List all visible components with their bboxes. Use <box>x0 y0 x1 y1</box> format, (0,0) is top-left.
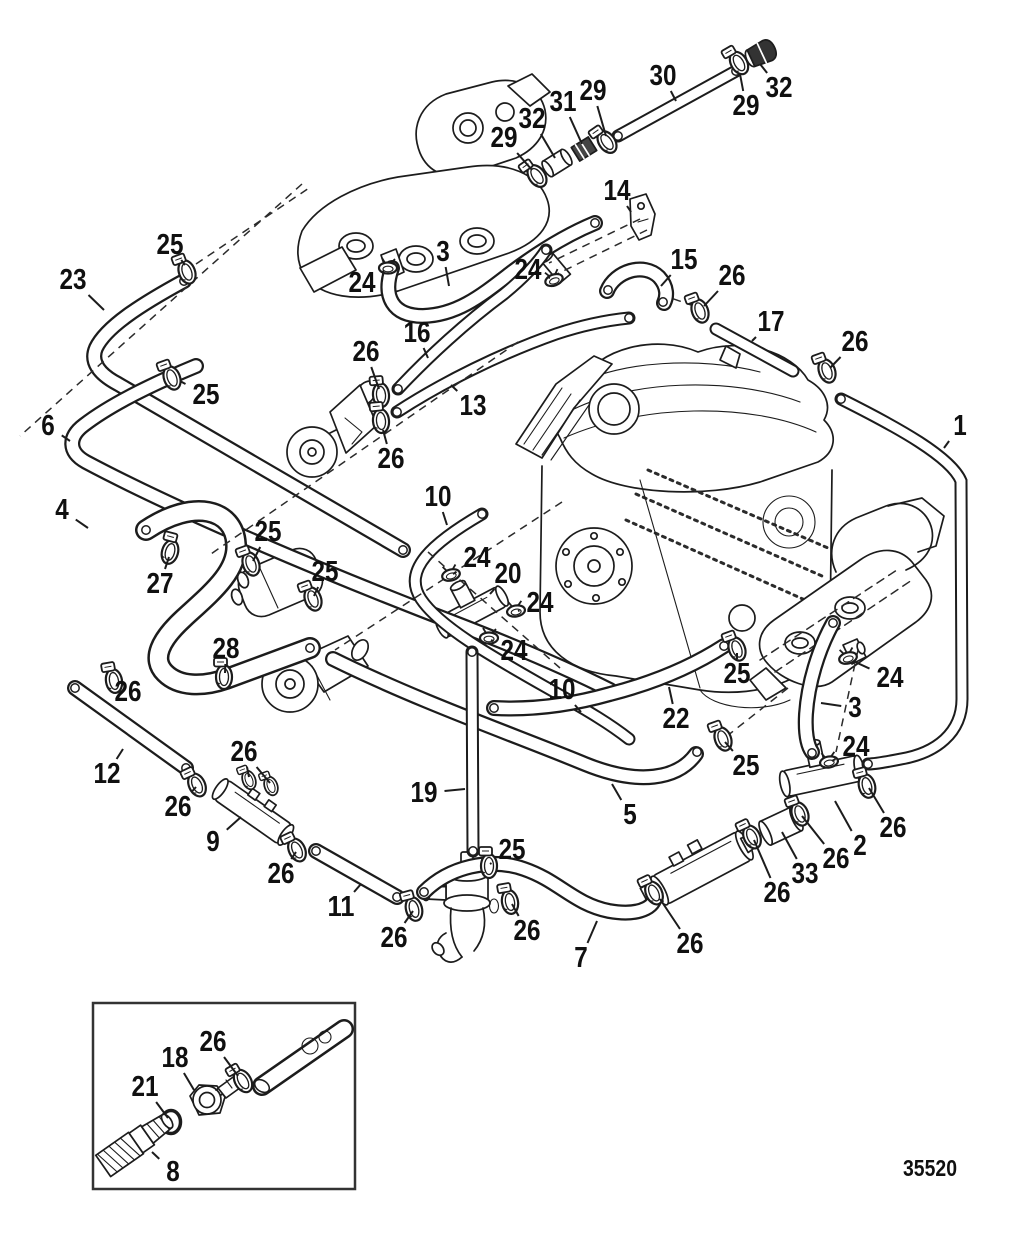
callout-26: 26 <box>841 326 869 358</box>
callout-6: 6 <box>41 410 55 442</box>
hose-15 <box>607 270 666 303</box>
bracket-14 <box>630 194 655 240</box>
callout-26: 26 <box>377 443 405 475</box>
worm-clamp <box>479 847 497 878</box>
callout-5: 5 <box>623 799 637 831</box>
callout-29: 29 <box>732 90 760 122</box>
callout-33: 33 <box>791 858 819 890</box>
callout-27: 27 <box>146 568 174 600</box>
callout-25: 25 <box>723 658 751 690</box>
callout-9: 9 <box>206 826 220 858</box>
callout-17: 17 <box>757 306 785 338</box>
callout-25: 25 <box>732 750 760 782</box>
callout-28: 28 <box>212 633 240 665</box>
callout-32: 32 <box>518 103 546 135</box>
callout-24: 24 <box>500 635 528 667</box>
tube-30 <box>618 71 736 136</box>
callout-25: 25 <box>311 556 339 588</box>
callout-26: 26 <box>199 1026 227 1058</box>
callout-22: 22 <box>662 703 690 735</box>
worm-clamp <box>684 290 712 325</box>
callout-4: 4 <box>55 494 69 526</box>
callout-26: 26 <box>164 791 192 823</box>
callout-24: 24 <box>463 542 491 574</box>
callout-12: 12 <box>93 758 121 790</box>
callout-25: 25 <box>156 229 184 261</box>
hose-19 <box>472 652 473 851</box>
callout-26: 26 <box>513 915 541 947</box>
callout-24: 24 <box>514 254 542 286</box>
callout-25: 25 <box>192 379 220 411</box>
callout-24: 24 <box>348 267 376 299</box>
callout-21: 21 <box>131 1071 159 1103</box>
callout-13: 13 <box>459 390 487 422</box>
callout-20: 20 <box>494 558 522 590</box>
callout-1: 1 <box>953 410 967 442</box>
callout-26: 26 <box>380 922 408 954</box>
fitting-31 <box>571 137 596 161</box>
callout-26: 26 <box>718 260 746 292</box>
callout-25: 25 <box>498 834 526 866</box>
callout-15: 15 <box>670 244 698 276</box>
callout-31: 31 <box>549 86 577 118</box>
circulating-pump <box>287 377 381 477</box>
worm-clamp <box>811 350 839 385</box>
worm-clamp <box>157 531 182 566</box>
callout-32: 32 <box>765 72 793 104</box>
callout-19: 19 <box>410 777 438 809</box>
callout-11: 11 <box>327 891 355 923</box>
callout-18: 18 <box>161 1042 189 1074</box>
callout-26: 26 <box>822 843 850 875</box>
callout-3: 3 <box>848 692 862 724</box>
callout-14: 14 <box>603 175 631 207</box>
callout-24: 24 <box>876 662 904 694</box>
callout-23: 23 <box>59 264 87 296</box>
callout-26: 26 <box>114 676 142 708</box>
callout-10: 10 <box>548 674 576 706</box>
callout-3: 3 <box>436 236 450 268</box>
callout-24: 24 <box>526 587 554 619</box>
callout-26: 26 <box>763 877 791 909</box>
callout-2: 2 <box>853 830 867 862</box>
callout-8: 8 <box>166 1156 180 1188</box>
callout-26: 26 <box>879 812 907 844</box>
callout-7: 7 <box>574 942 588 974</box>
spring-clamp <box>505 600 525 618</box>
callout-26: 26 <box>676 928 704 960</box>
callout-29: 29 <box>579 75 607 107</box>
callout-26: 26 <box>267 858 295 890</box>
callout-16: 16 <box>403 317 431 349</box>
callout-26: 26 <box>352 336 380 368</box>
callout-26: 26 <box>230 736 258 768</box>
callout-25: 25 <box>254 516 282 548</box>
callout-30: 30 <box>649 60 677 92</box>
callout-24: 24 <box>842 731 870 763</box>
callout-10: 10 <box>424 481 452 513</box>
callout-29: 29 <box>490 122 518 154</box>
drawing-number: 35520 <box>903 1155 957 1181</box>
